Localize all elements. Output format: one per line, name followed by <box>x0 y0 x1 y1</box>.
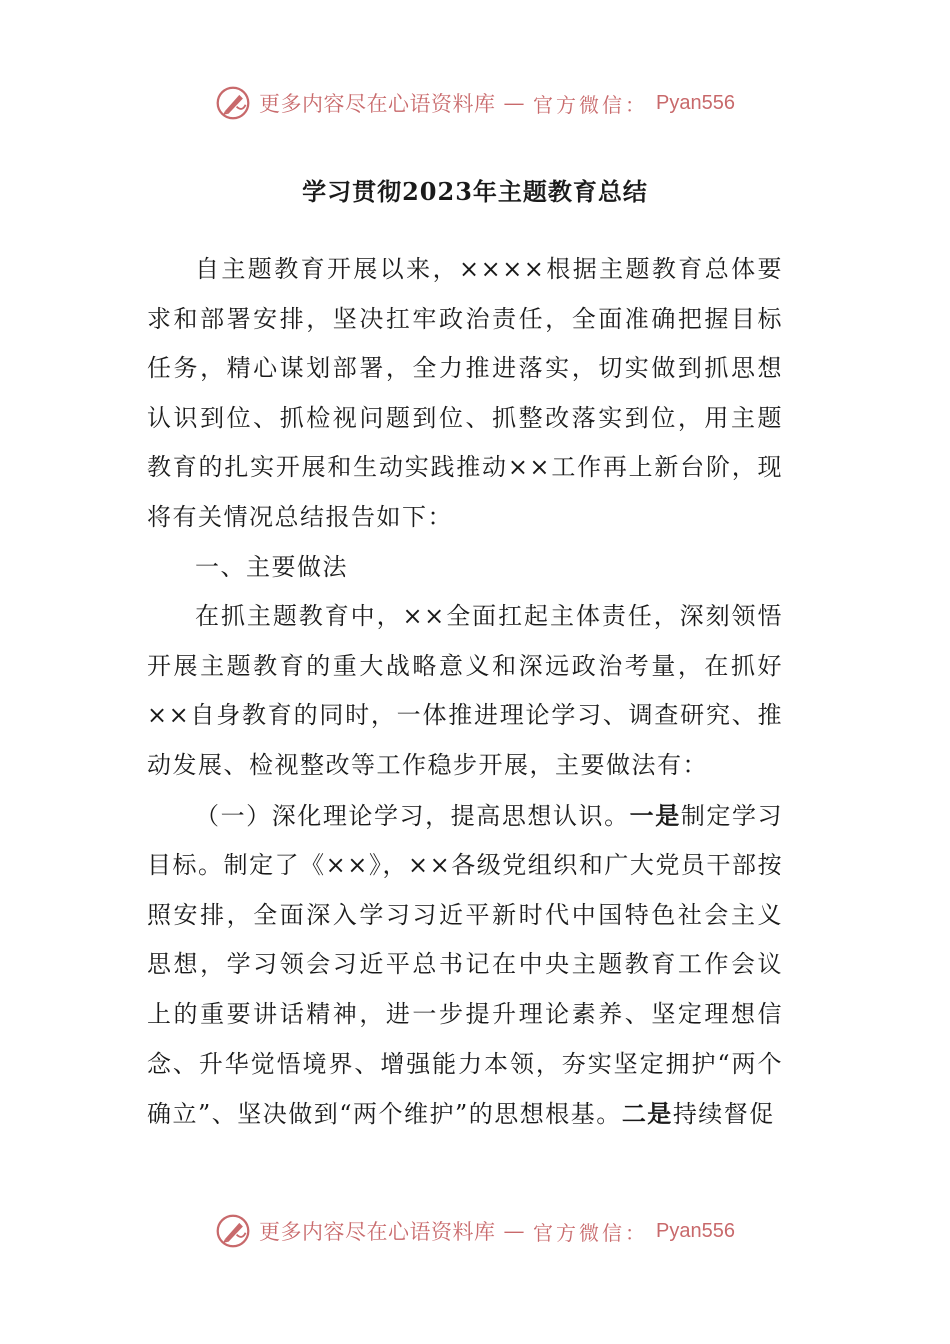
document-title: 学习贯彻2023年主题教育总结 <box>302 177 648 206</box>
banner-wechat-label: 官方微信： <box>533 1220 649 1245</box>
banner-separator: — <box>503 91 526 115</box>
section-heading: 一、主要做法 <box>195 552 348 581</box>
header-banner <box>0 81 950 125</box>
banner-wechat-label: 官方微信： <box>533 92 649 117</box>
footer-banner <box>0 1209 950 1253</box>
document-body <box>147 245 783 1140</box>
first-point-text: 制定学习目标。制定了《××》，××各级党组织和广大党员干部按照安排，全面深入学习习近平新时代中国特色社会主义思想，学习领会习近平总书记在中央主题教育工作会议上的重要讲话精神，进一步提升理论素养、坚定理想信念、升华觉悟境界、增强能力本领，夯实坚定拥护“两个确立”、坚决做到“两个维护”的思想根基。 <box>147 801 784 1129</box>
second-point-label: 二是 <box>621 1099 673 1129</box>
subsection-heading: （一）深化理论学习，提高思想认识。 <box>195 801 630 830</box>
pen-logo-icon <box>215 85 251 121</box>
banner-wechat-id: Pyan556 <box>656 1219 735 1242</box>
intro-paragraph: 自主题教育开展以来，××××根据主题教育总体要求和部署安排，坚决扛牢政治责任，全面准确把握目标任务，精心谋划部署，全力推进落实，切实做到抓思想认识到位、抓检视问题到位、抓整改落实到位，用主题教育的扎实开展和生动实践推动××工作再上新台阶，现将有关情况总结报告如下： <box>147 255 783 531</box>
pen-logo-icon <box>215 1213 251 1249</box>
section-intro-paragraph: 在抓主题教育中，××全面扛起主体责任，深刻领悟开展主题教育的重大战略意义和深远政治考量，在抓好××自身教育的同时，一体推进理论学习、调查研究、推动发展、检视整改等工作稳步开展，主要做法有： <box>147 602 783 779</box>
banner-wechat-id: Pyan556 <box>656 91 735 114</box>
subsection-paragraph <box>147 791 783 1140</box>
banner-brand: 更多内容尽在心语资料库 <box>259 92 496 116</box>
banner-separator: — <box>503 1219 526 1243</box>
banner-brand: 更多内容尽在心语资料库 <box>259 1220 496 1244</box>
first-point-label: 一是 <box>629 800 681 830</box>
second-point-text: 持续督促 <box>672 1100 775 1129</box>
